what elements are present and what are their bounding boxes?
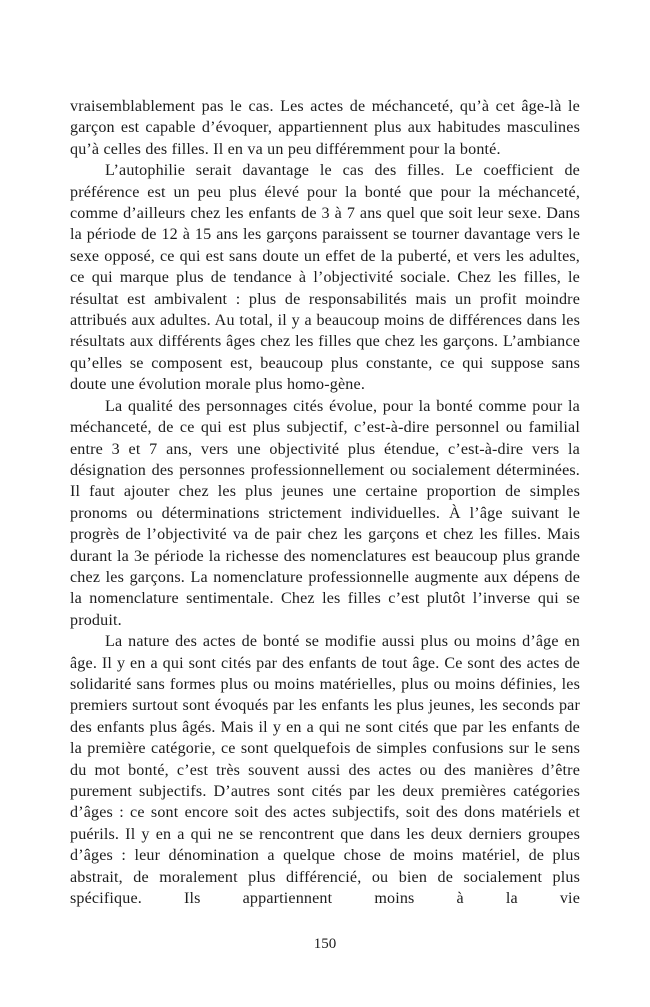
page-number-folio: 150	[313, 936, 337, 952]
paragraph-1: vraisemblablement pas le cas. Les actes de méchanceté, qu’à cet âge-là le garçon est capable d’évoquer, appartiennent plus aux habitudes masculines qu’à celles des filles. Il en va un peu différemment pour la bonté.	[70, 98, 580, 158]
paragraph-2: L’autophilie serait davantage le cas des filles. Le coefficient de préférence est un peu plus élevé pour la bonté que pour la méchanceté, comme d’ailleurs chez les enfants de 3 à 7 ans quel que soit leur sexe. Dans la période de 12 à 15 ans les garçons paraissent se tourner davantage vers le sexe opposé, ce qui est sans doute un effet de la puberté, et vers les adultes, ce qui marque plus de tendance à l’objectivité sociale. Chez les filles, le résultat est ambivalent : plus de responsabilités mais un profit moindre attribués aux adultes. Au total, il y a beaucoup moins de différences dans les résultats aux différents âges chez les filles que chez les garçons. L’ambiance qu’elles se composent est, beaucoup plus constante, ce qui suppose sans doute une évolution morale plus homo-gène.	[70, 162, 580, 394]
paragraph-4: La nature des actes de bonté se modifie aussi plus ou moins d’âge en âge. Il y en a qui sont cités par des enfants de tout âge. Ce sont des actes de solidarité sans formes plus ou moins matérielles, plus ou moins définies, les premiers surtout sont évoqués par les enfants les plus jeunes, les seconds par des enfants plus âgés. Mais il y en a qui ne sont cités que par les enfants de la première catégorie, ce sont quelquefois de simples confusions sur le sens du mot bonté, c’est très souvent aussi des actes ou des manières d’être purement subjectifs. D’autres sont cités par les deux premières catégories d’âges : ce sont encore soit des actes subjectifs, soit des dons matériels et puérils. Il y en a qui ne se rencontrent que dans les deux derniers groupes d’âges : leur dénomination a quelque chose de moins matériel, de plus abstrait, de moralement plus différencié, ou bien de socialement plus spécifique. Ils appartiennent moins à la vie	[70, 633, 580, 908]
page-body-text	[70, 96, 580, 909]
paragraph-3: La qualité des personnages cités évolue, pour la bonté comme pour la méchanceté, de ce qui est plus subjectif, c’est-à-dire personnel ou familial entre 3 et 7 ans, vers une objectivité plus étendue, c’est-à-dire vers la désignation des personnes professionnellement ou socialement déterminées. Il faut ajouter chez les plus jeunes une certaine proportion de simples pronoms ou déterminations strictement individuelles. À l’âge suivant le progrès de l’objectivité va de pair chez les garçons et chez les filles. Mais durant la 3e période la richesse des nomenclatures est beaucoup plus grande chez les garçons. La nomenclature professionnelle augmente aux dépens de la nomenclature sentimentale. Chez les filles c’est plutôt l’inverse qui se produit.	[70, 397, 580, 629]
